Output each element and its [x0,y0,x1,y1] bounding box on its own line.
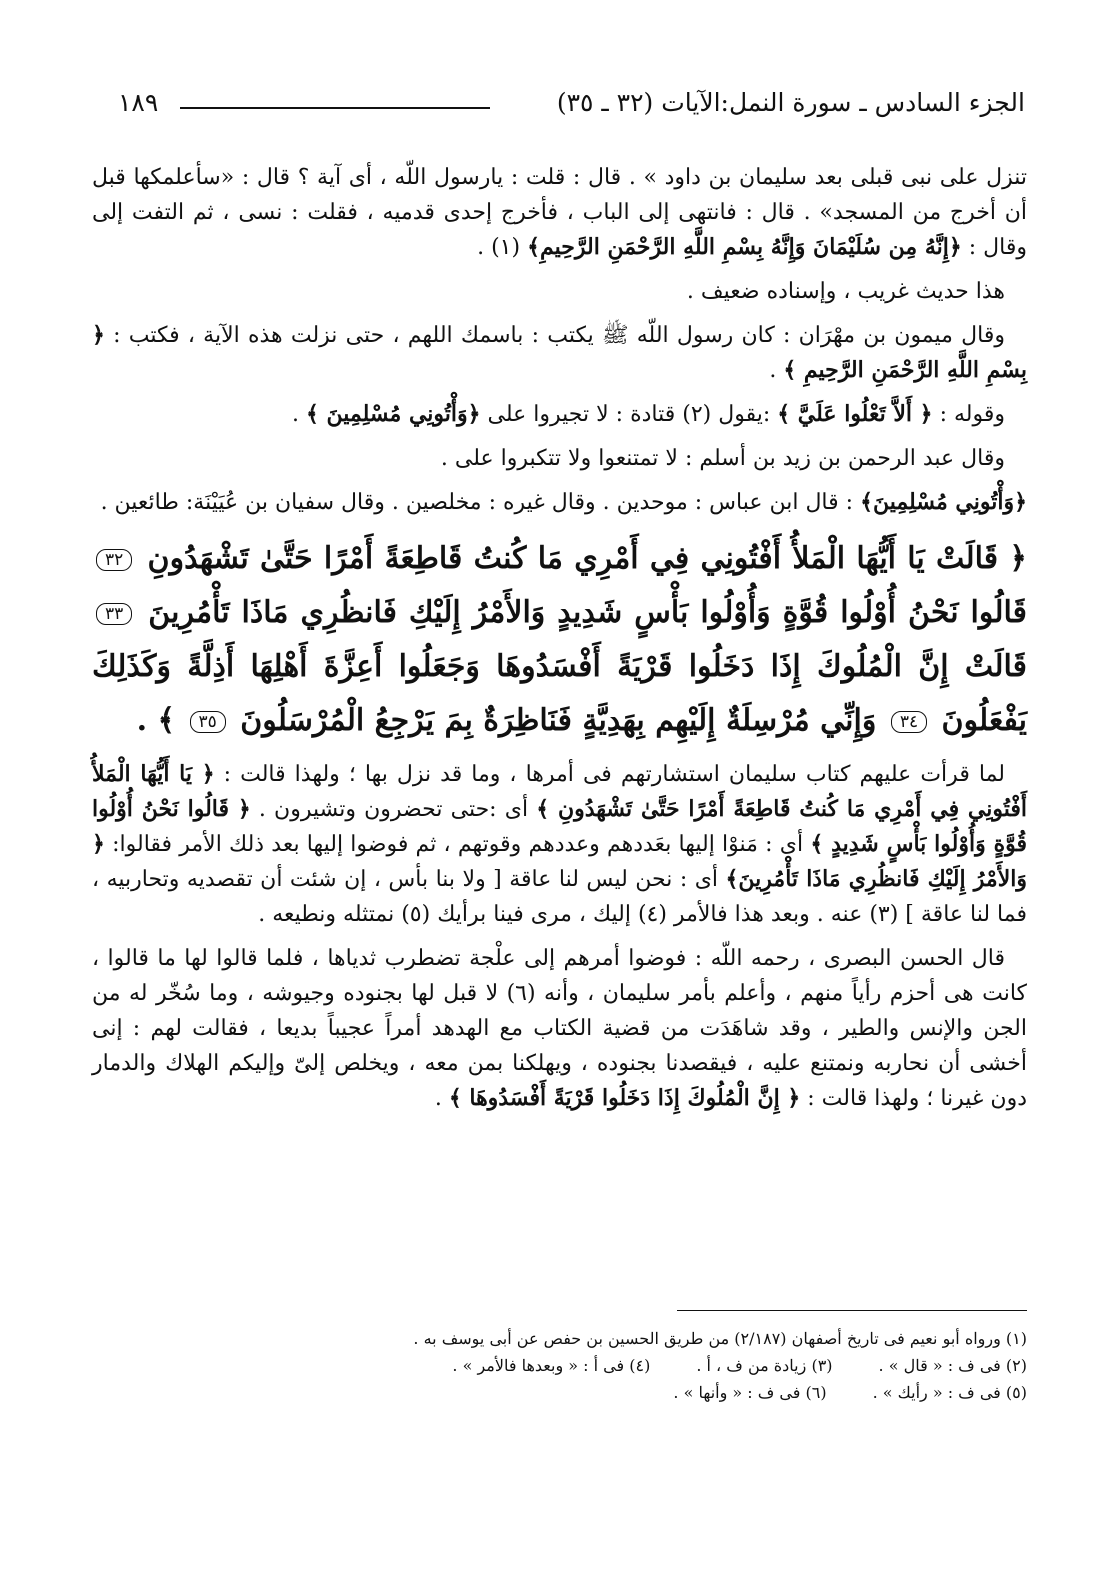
footnote-4: (٤) فى أ : « وبعدها فالأمر » . [452,1356,651,1375]
header-rule [180,107,490,109]
quran-quote: ﴿ قَالُوا نَحْنُ أُوْلُوا قُوَّةٍ وَأُوْلُوا بَأْسٍ شَدِيدٍ ﴾ [92,796,1028,857]
paragraph-text: وقال ميمون بن مهْرَان : كان رسول اللّه ﷺ يكتب : باسمك اللهم ، حتى نزلت هذه الآية ، فكتب : [113,323,1005,348]
paragraph-maymun [92,318,1027,388]
paragraph-qawluhu [92,397,1027,432]
quran-quote: ﴿ أَلاَّ تَعْلُوا عَلَيَّ ﴾ [777,401,933,427]
paragraph-hadith [92,160,1027,265]
ayah-32: قَالَتْ يَا أَيُّهَا الْمَلأُ أَفْتُونِي فِي أَمْرِي مَا كُنتُ قَاطِعَةً أَمْرًا حَتَّىٰ تَشْهَدُونِ [147,541,999,576]
quran-quote: ﴿وَأْتُونِي مُسْلِمِينَ ﴾ [305,401,481,427]
paragraph-text: : قال ابن عباس : موحدين . وقال غيره : مخلصين . وقال سفيان بن عُيَيْنَة: طائعين . [100,490,854,515]
footnote-6: (٦) فى ف : « وأنها » . [673,1383,827,1402]
quran-quote: ﴿ إِنَّ الْمُلُوكَ إِذَا دَخَلُوا قَرْيَةً أَفْسَدُوهَا ﴾ [448,1085,801,1111]
paragraph-text: أى :حتى تحضرون وتشيرون . [258,797,529,822]
paragraph-text: لما قرأت عليهم كتاب سليمان استشارتهم فى أمرها ، وما قد نزل بها ؛ ولهذا قالت : [223,762,1005,787]
ayah-number-33: ٣٣ [96,603,132,625]
footnote-2: (٢) فى ف : « قال » . [878,1356,1027,1375]
footnote-row [92,1352,1027,1379]
paragraph-hasan-basri [92,941,1027,1116]
paragraph-tafsir-muslimin [92,485,1027,520]
quran-quote: ﴿ بِسْمِ اللَّهِ الرَّحْمَنِ الرَّحِيمِ ﴾ [92,322,1027,383]
footnote-3: (٣) زيادة من ف ، أ . [696,1356,833,1375]
footnote-separator [677,1310,1027,1311]
footnote-ref: (١) . [477,235,521,260]
page-body [92,160,1027,1116]
footnote-1: (١) ورواه أبو نعيم فى تاريخ أصفهان (٢/١٨٧) من طريق الحسين بن حفص عن أبى يوسف به . [413,1329,1027,1348]
footnote-row [92,1379,1027,1406]
punctuation: . [291,402,299,427]
paragraph-text: تنزل على نبى قبلى بعد سليمان بن داود » . قال : قلت : يارسول اللّه ، أى آية ؟ قال : «سأعلمكها قبل أن أخرج من المسجد» . قال : فانتهى إلى الباب ، فأخرج إحدى قدميه ، فقلت : نسى ، ثم التفت إلى وقال : [92,165,1027,260]
ayah-number-34: ٣٤ [891,711,927,733]
punctuation: . [769,358,777,383]
running-title: الجزء السادس ـ سورة النمل:الآيات (٣٢ ـ ٣٥) [556,88,1025,117]
verse-bracket-open: ﴿ [1009,541,1027,576]
paragraph-text: أى : مَنوْا إليها بعَددهم وعددهم وقوتهم ، ثم فوضوا إليها بعد ذلك الأمر فقالوا: [112,832,804,857]
ayah-35: وَإِنِّي مُرْسِلَةٌ إِلَيْهِم بِهَدِيَّةٍ فَنَاظِرَةٌ بِمَ يَرْجِعُ الْمُرْسَلُونَ [240,703,877,738]
paragraph-text: وقوله : [939,402,1005,427]
quran-quote: ﴿ يَا أَيُّهَا الْمَلأُ أَفْتُونِي فِي أَمْرِي مَا كُنتُ قَاطِعَةً أَمْرًا حَتَّىٰ تَشْهَدُونِ ﴾ [92,761,1027,822]
ayah-number-35: ٣٥ [190,711,226,733]
page-number: ١٨٩ [118,88,159,117]
quran-quote: ﴿ وَالأَمْرُ إِلَيْكِ فَانظُرِي مَاذَا تَأْمُرِينَ﴾ [92,831,1027,892]
paragraph-text: قال الحسن البصرى ، رحمه اللّه : فوضوا أمرهم إلى علْجة تضطرب ثدياها ، فلما قالوا لها ما قالوا ، كانت هى أحزم رأياً منهم ، وأعلم بأمر سليمان ، وأنه (٦) لا قبل لها بجنوده وجيوشه ، وما سُخّر له من الجن والإنس والطير ، وقد شاهَدَت من قضية الكتاب مع الهدهد أمراً عجيباً بديعا ، فقالت لهم : إنى أخشى أن نحاربه ونمتنع عليه ، فيقصدنا بجنوده ، ويهلكنا بمن معه ، ويخلص إلىّ وإليكم الهلاك والدمار دون غيرنا ؛ ولهذا قالت : [92,946,1027,1111]
quran-quote: ﴿وَأْتُونِي مُسْلِمِينَ﴾ [860,489,1027,515]
ayah-34: قَالَتْ إِنَّ الْمُلُوكَ إِذَا دَخَلُوا قَرْيَةً أَفْسَدُوهَا وَجَعَلُوا أَعِزَّةَ أَهْلِهَا أَذِلَّةً وَكَذَلِكَ يَفْعَلُونَ [92,649,1027,738]
quran-verses-block [92,532,1027,748]
quran-quote: ﴿إِنَّهُ مِن سُلَيْمَانَ وَإِنَّهُ بِسْمِ اللَّهِ الرَّحْمَنِ الرَّحِيمِ﴾ [527,234,962,260]
footnote-5: (٥) فى ف : « رأيك » . [872,1383,1027,1402]
page-header [118,88,1025,128]
paragraph-grading: هذا حديث غريب ، وإسناده ضعيف . [686,279,1005,304]
footnotes [92,1325,1027,1406]
punctuation: . [434,1086,442,1111]
paragraph-text: :يقول (٢) قتادة : لا تجيروا على [487,402,771,427]
paragraph-text: أى : نحن ليس لنا عاقة [ ولا بنا بأس ، إن شئت أن تقصديه وتحاربيه ، فما لنا عاقة ] (٣) عنه . وبعد هذا فالأمر (٤) إليك ، مرى فينا برأيك (٥) نمتثله ونطيعه . [92,867,1027,927]
ayah-number-32: ٣٢ [96,549,132,571]
paragraph-commentary [92,757,1027,932]
verse-bracket-close: ﴾ . [136,703,176,738]
ayah-33: قَالُوا نَحْنُ أُوْلُوا قُوَّةٍ وَأُوْلُوا بَأْسٍ شَدِيدٍ وَالأَمْرُ إِلَيْكِ فَانظُرِي مَاذَا تَأْمُرِينَ [148,595,1027,630]
paragraph-ibn-zayd: وقال عبد الرحمن بن زيد بن أسلم : لا تمتنعوا ولا تتكبروا على . [440,446,1005,471]
